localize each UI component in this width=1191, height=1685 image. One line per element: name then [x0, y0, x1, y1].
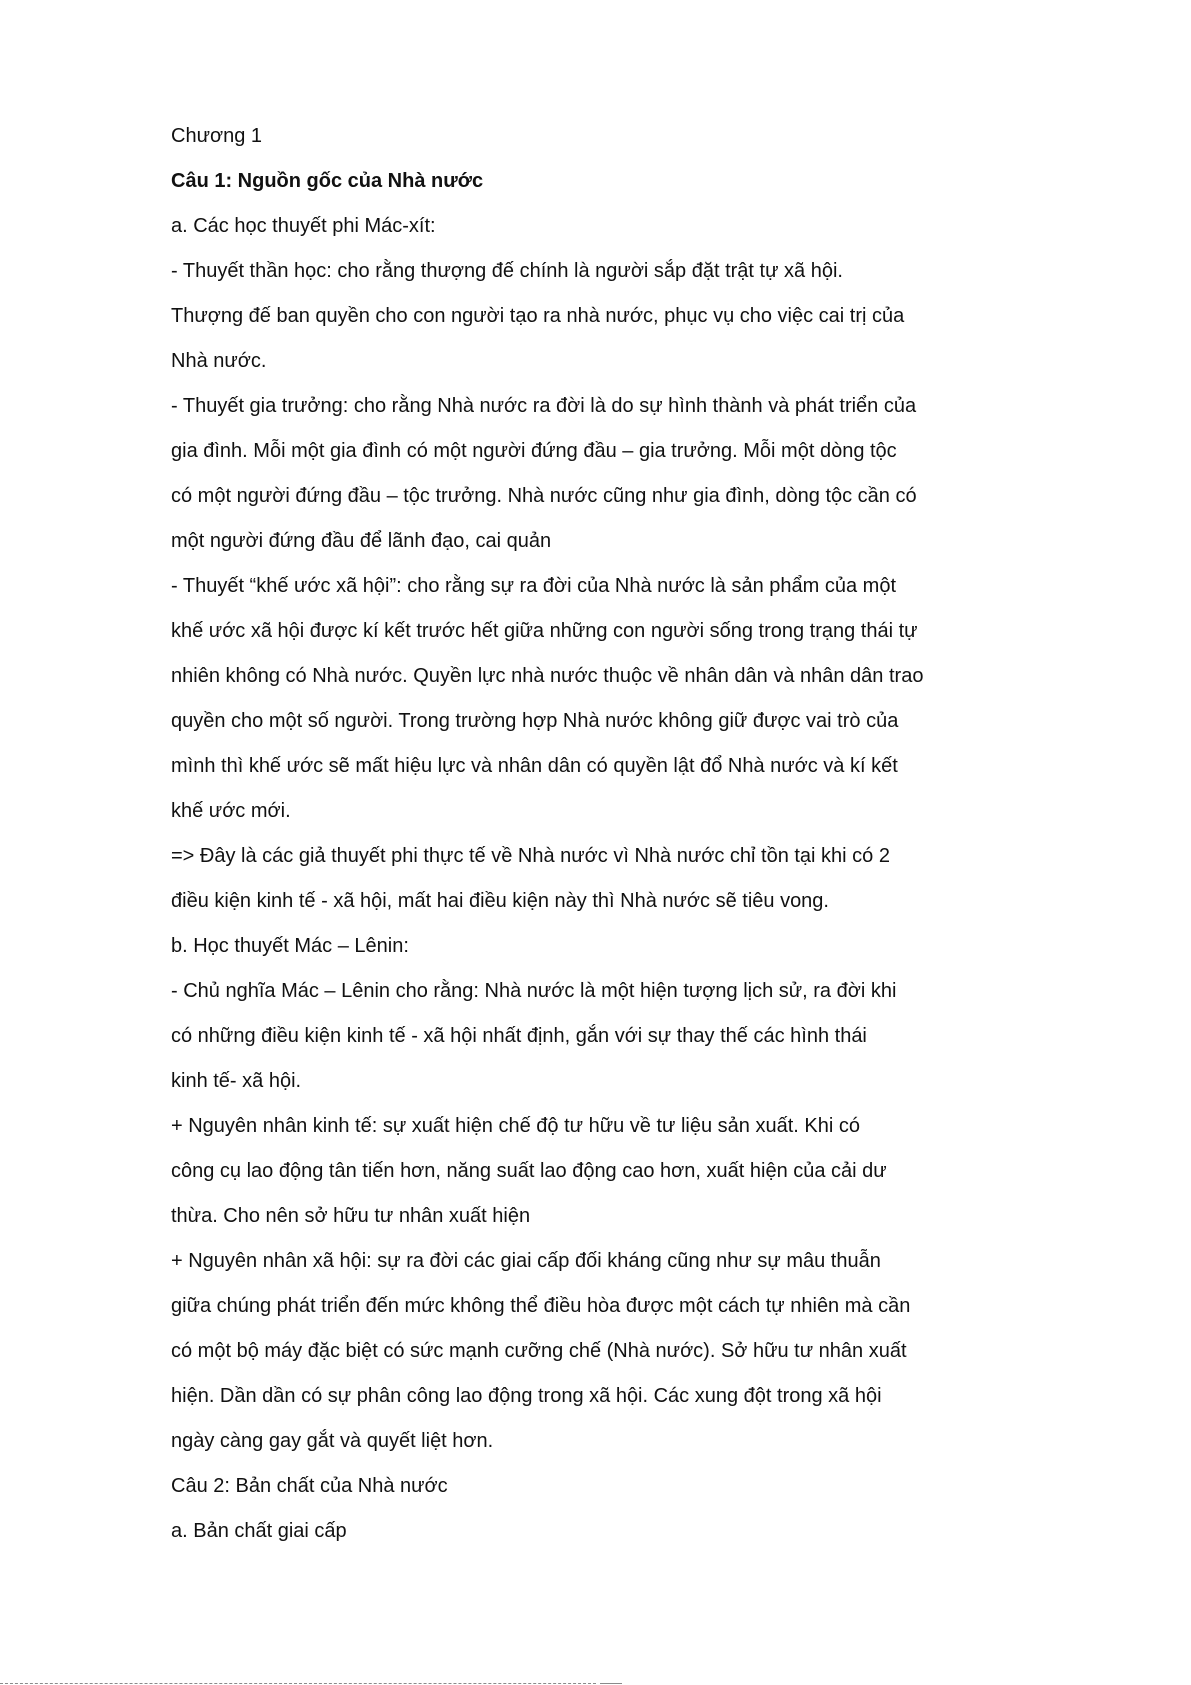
- paragraph-line: => Đây là các giả thuyết phi thực tế về Nhà nước vì Nhà nước chỉ tồn tại khi có 2: [171, 845, 890, 867]
- paragraph-line: + Nguyên nhân xã hội: sự ra đời các giai cấp đối kháng cũng như sự mâu thuẫn: [171, 1250, 881, 1272]
- section-b-heading: b. Học thuyết Mác – Lênin:: [171, 935, 409, 957]
- paragraph-line: - Thuyết thần học: cho rằng thượng đế chính là người sắp đặt trật tự xã hội.: [171, 260, 843, 282]
- paragraph-line: mình thì khế ước sẽ mất hiệu lực và nhân dân có quyền lật đổ Nhà nước và kí kết: [171, 755, 898, 777]
- paragraph-line: Thượng đế ban quyền cho con người tạo ra nhà nước, phục vụ cho việc cai trị của: [171, 305, 905, 327]
- paragraph-line: hiện. Dần dần có sự phân công lao động trong xã hội. Các xung đột trong xã hội: [171, 1385, 882, 1407]
- paragraph-line: - Thuyết gia trưởng: cho rằng Nhà nước ra đời là do sự hình thành và phát triển của: [171, 395, 917, 417]
- paragraph-line: giữa chúng phát triển đến mức không thể điều hòa được một cách tự nhiên mà cần: [171, 1295, 911, 1317]
- paragraph-line: + Nguyên nhân kinh tế: sự xuất hiện chế độ tư hữu về tư liệu sản xuất. Khi có: [171, 1115, 860, 1137]
- paragraph-line: khế ước xã hội được kí kết trước hết giữa những con người sống trong trạng thái tự: [171, 620, 918, 642]
- paragraph-line: ngày càng gay gắt và quyết liệt hơn.: [171, 1430, 494, 1452]
- footer-divider-mark: [600, 1683, 622, 1684]
- paragraph-line: có một bộ máy đặc biệt có sức mạnh cưỡng chế (Nhà nước). Sở hữu tư nhân xuất: [171, 1340, 907, 1362]
- paragraph-line: kinh tế- xã hội.: [171, 1070, 302, 1092]
- paragraph-line: nhiên không có Nhà nước. Quyền lực nhà nước thuộc về nhân dân và nhân dân trao: [171, 665, 924, 687]
- paragraph-line: - Chủ nghĩa Mác – Lênin cho rằng: Nhà nước là một hiện tượng lịch sử, ra đời khi: [171, 980, 897, 1002]
- section-a-heading: a. Các học thuyết phi Mác-xít:: [171, 215, 436, 237]
- paragraph-line: quyền cho một số người. Trong trường hợp Nhà nước không giữ được vai trò của: [171, 710, 899, 732]
- paragraph-line: một người đứng đầu để lãnh đạo, cai quản: [171, 530, 552, 552]
- paragraph-line: khế ước mới.: [171, 800, 291, 822]
- paragraph-line: Nhà nước.: [171, 350, 267, 372]
- paragraph-line: thừa. Cho nên sở hữu tư nhân xuất hiện: [171, 1205, 531, 1227]
- paragraph-line: - Thuyết “khế ước xã hội”: cho rằng sự ra đời của Nhà nước là sản phẩm của một: [171, 575, 897, 597]
- paragraph-line: có những điều kiện kinh tế - xã hội nhất định, gắn với sự thay thế các hình thái: [171, 1025, 867, 1047]
- paragraph-line: gia đình. Mỗi một gia đình có một người đứng đầu – gia trưởng. Mỗi một dòng tộc: [171, 440, 897, 462]
- chapter-heading: Chương 1: [171, 125, 262, 147]
- question-2-heading: Câu 2: Bản chất của Nhà nước: [171, 1475, 448, 1497]
- paragraph-line: điều kiện kinh tế - xã hội, mất hai điều kiện này thì Nhà nước sẽ tiêu vong.: [171, 890, 829, 912]
- question-1-heading: Câu 1: Nguồn gốc của Nhà nước: [171, 170, 484, 192]
- document-body: [171, 114, 941, 1554]
- paragraph-line: có một người đứng đầu – tộc trưởng. Nhà nước cũng như gia đình, dòng tộc cần có: [171, 485, 917, 507]
- paragraph-line: công cụ lao động tân tiến hơn, năng suất lao động cao hơn, xuất hiện của cải dư: [171, 1160, 887, 1182]
- section-a-heading: a. Bản chất giai cấp: [171, 1520, 347, 1542]
- footer-divider: [0, 1683, 596, 1684]
